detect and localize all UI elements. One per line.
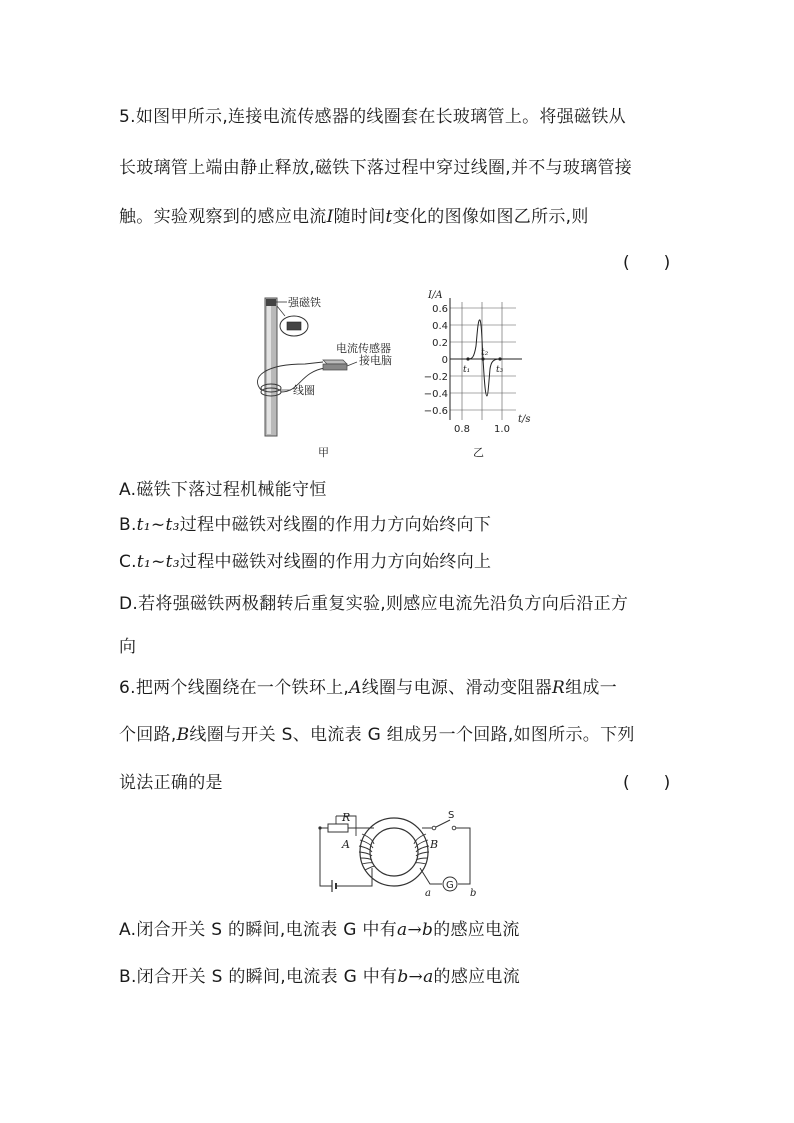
q6-option-a-text-2: 的感应电流 [433, 920, 520, 940]
q5-option-b-text: 过程中磁铁对线圈的作用力方向始终向下 [179, 515, 492, 535]
y-tick-label: −0.6 [423, 406, 448, 417]
y-tick-label: −0.2 [423, 372, 448, 383]
q5-var-I: I [326, 207, 334, 227]
q6-line-1 [119, 673, 617, 698]
x-axis-label: t/s [518, 414, 531, 425]
q6-option-a [119, 915, 520, 940]
right-loop-wire [456, 828, 470, 884]
q6-option-a-text: A.闭合开关 S 的瞬间,电流表 G 中有 [119, 920, 398, 940]
q5-option-d-line-2: 向 [119, 637, 137, 657]
q5-option-b-prefix: B. [119, 515, 137, 535]
sensor-top [323, 360, 347, 364]
q6-option-b-text: B.闭合开关 S 的瞬间,电流表 G 中有 [119, 967, 398, 987]
q5-option-c [119, 547, 491, 572]
q5-option-a: A.磁铁下落过程机械能守恒 [119, 480, 327, 500]
label-R: R [342, 811, 351, 824]
coil-A [359, 834, 375, 870]
magnet-zoom [287, 322, 301, 330]
sensor-box [323, 364, 347, 370]
q6-var-B: B [176, 725, 190, 745]
x-tick-label: 0.8 [454, 424, 470, 435]
y-tick-label: 0.2 [432, 338, 448, 349]
fig-jia-caption: 甲 [318, 446, 329, 459]
t1-point [466, 357, 469, 360]
label-A: A [342, 838, 350, 851]
sensor-label: 电流传感器 [336, 342, 391, 355]
switch-S [434, 820, 450, 828]
q5-line-3-a: 触。实验观察到的感应电流 [119, 207, 327, 227]
q5-var-t: t [385, 207, 393, 227]
t2-label: t₂ [481, 348, 489, 358]
label-B: B [430, 838, 439, 851]
q5-figure-jia [245, 292, 415, 460]
computer-label: 接电脑 [359, 354, 392, 367]
label-a: a [425, 888, 431, 898]
q5-line-1: 5.如图甲所示,连接电流传感器的线圈套在长玻璃管上。将强磁铁从 [119, 107, 626, 127]
y-tick-label: −0.4 [423, 389, 448, 400]
q6-option-b-text-2: 的感应电流 [433, 967, 521, 987]
left-loop-wire-2 [342, 868, 372, 886]
q6-line-3: 说法正确的是 [119, 773, 223, 793]
q6-option-b-direction: b→a [397, 967, 434, 987]
magnet-in-tube [266, 299, 276, 306]
q6-circuit-figure [312, 806, 492, 898]
q5-answer-paren: ( ) [623, 253, 671, 273]
q5-option-c-prefix: C. [119, 552, 137, 572]
q6-line-2-b: 线圈与开关 S、电流表 G 组成另一个回路,如图所示。下列 [189, 725, 635, 745]
glass-tube-highlight [267, 300, 271, 434]
y-axis-label: I/A [428, 290, 443, 301]
t1-label: t₁ [463, 365, 471, 375]
junction [318, 826, 321, 829]
q5-line-3-c: 变化的图像如图乙所示,则 [392, 207, 589, 227]
t3-label: t₃ [496, 365, 504, 375]
coil-label: 线圈 [293, 384, 315, 397]
switch-contact-left [432, 826, 436, 830]
q6-line-1-c: 组成一 [565, 678, 618, 698]
q6-answer-paren: ( ) [623, 773, 671, 793]
q5-option-b-range: t₁~t₃ [136, 515, 180, 535]
label-b: b [470, 888, 477, 898]
q6-line-2 [119, 720, 635, 745]
q5-option-c-text: 过程中磁铁对线圈的作用力方向始终向上 [179, 552, 492, 572]
y-tick-label: 0.4 [432, 321, 448, 332]
t3-point [498, 357, 501, 360]
q5-option-b [119, 510, 491, 535]
fig-yi-caption: 乙 [473, 446, 484, 459]
iron-ring-inner [370, 828, 418, 876]
q6-line-1-b: 线圈与电源、滑动变阻器 [361, 678, 553, 698]
q5-figure-yi [420, 284, 540, 460]
label-G: G [446, 880, 454, 891]
switch-contact-right [452, 826, 456, 830]
left-loop-wire [320, 828, 374, 886]
q6-line-2-a: 个回路, [119, 725, 177, 745]
q5-line-2: 长玻璃管上端由静止释放,磁铁下落过程中穿过线圈,并不与玻璃管接 [119, 158, 633, 178]
q5-option-d-line-1: D.若将强磁铁两极翻转后重复实验,则感应电流先沿负方向后沿正方 [119, 594, 629, 614]
q6-option-a-direction: a→b [397, 920, 434, 940]
q5-line-3-b: 随时间 [333, 207, 386, 227]
x-tick-label: 1.0 [494, 424, 510, 435]
y-tick-label: 0.6 [432, 304, 448, 315]
q6-line-1-a: 6.把两个线圈绕在一个铁环上, [119, 678, 350, 698]
magnet-label: 强磁铁 [288, 296, 321, 309]
q6-var-R: R [552, 678, 566, 698]
rheostat [328, 824, 348, 832]
label-S: S [448, 810, 455, 821]
q5-line-3 [119, 202, 589, 227]
q5-option-c-range: t₁~t₃ [136, 552, 180, 572]
y-tick-label: 0 [441, 355, 448, 366]
q6-option-b [119, 962, 520, 987]
q6-var-A: A [349, 678, 362, 698]
